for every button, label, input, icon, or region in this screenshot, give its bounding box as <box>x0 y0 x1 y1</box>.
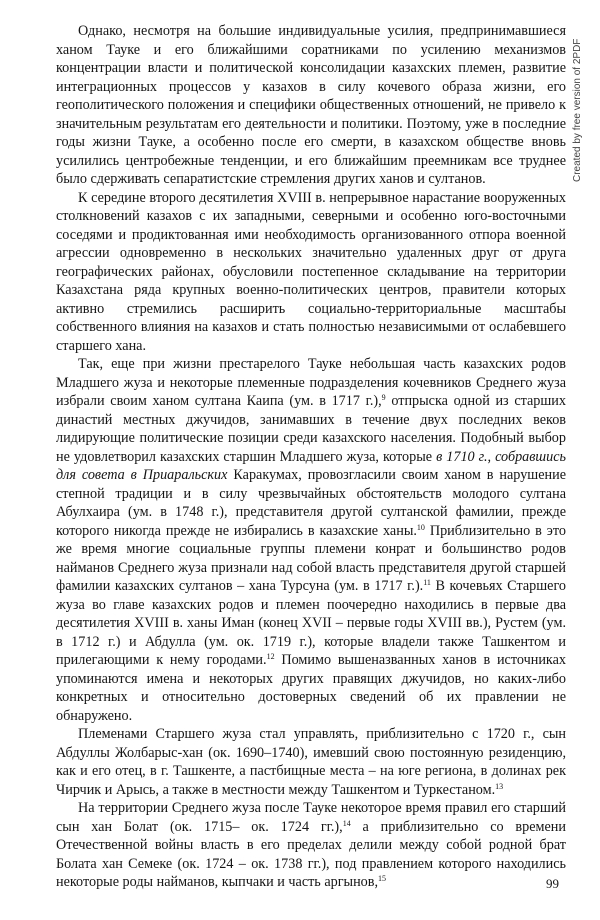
paragraph-text: отпрыска одной из старших династий местных джучидов, занимавших в течение двух последних веков лидирующие политические позиции среди казахского населения. Подобный выбор не удовлетворил казахских старшин Младшего жуза, которые <box>56 393 566 465</box>
paragraph <box>56 355 566 725</box>
paragraph-text: Так, еще при жизни престарелого Тауке небольшая часть казахских родов Младшего жуза и некоторые племенные подразделения кочевников Среднего жуза избрали своим ханом султана Каипа (ум. в 1717 г.), <box>56 356 566 409</box>
body-text <box>56 22 566 892</box>
paragraph <box>56 799 566 892</box>
footnote-ref: 9 <box>381 393 386 402</box>
paragraph-text: В кочевьях Старшего жуза во главе казахских родов и племен поочередно находились в первые два десятилетия XVIII в. ханы Иман (конец XVII – первые годы XVIII вв.), Рустем (ум. в 1712 г.) и Абдулла (ум. ок. 1719 г.), которые владели также Ташкентом и прилегающими к нему городами. <box>56 578 567 668</box>
footnote-ref: 14 <box>342 818 351 828</box>
footnote-ref: 11 <box>423 578 431 587</box>
footnote-ref: 10 <box>416 522 425 532</box>
paragraph-text: К середине второго десятилетия XVIII в. непрерывное нарастание вооруженных столкновений казахов с их западными, северными и особенно юго-восточными соседями и продиктованная ими необходимость организованного отпора военной агрессии одновременно в нескольких значительно удаленных друг от друга географических районах, обусловили постепенное складывание на территории Казахстана ряда крупных военно-политических центров, правители которых активно стремились расширить социально-территориальные масштабы собственного влияния на казахов и стать полностью независимыми от ослабевшего старшего хана. <box>56 189 566 354</box>
italic-text: в 1710 г., собравшись для совета в Приаральских <box>56 448 566 483</box>
paragraph-text: а приблизительно со времени Отечественной войны власть в его пределах делили между собой родной брат Болата хан Семеке (ок. 1724 – ок. 1738 гг.), под правлением которого находились некоторые роды найманов, кыпчаки и часть аргынов, <box>56 818 566 890</box>
paragraph-text: Племенами Старшего жуза стал управлять, приблизительно с 1720 г., сын Абдуллы Жолбарыс-хан (ок. 1690–1740), имевший свою постоянную резиденцию, как и его отец, в г. Ташкенте, а пастбищные места – на юге региона, в долинах рек Чирчик и Арысь, а также в местности между Ташкентом и Туркестаном. <box>56 726 566 798</box>
paragraph-text: Помимо вышеназванных ханов в источниках упоминаются имена и некоторых других правящих джучидов, но каких-либо конкретных и относительно достоверных сведений об их правлении не обнаружено. <box>56 652 566 724</box>
paragraph <box>56 22 566 189</box>
paragraph-text: Однако, несмотря на большие индивидуальные усилия, предпринимавшиеся ханом Тауке и его ближайшими соратниками по усилению механизмов концентрации власти и политической консолидации казахских племен, развитие интеграционных процессов у казахов в силу кочевого образа жизни, его геополитического положения и специфики общественных отношений, не привело к значительным результатам его деятельности и политики. Поэтому, уже в последние годы жизни Тауке, а особенно после его смерти, в казахском обществе вновь усилились центробежные тенденции, и его ближайшим преемникам все труднее было сдерживать сепаратистские стремления других ханов и султанов. <box>56 23 566 187</box>
paragraph-text: Каракумах, провозгласили своим ханом в нарушение степной традиции и в силу чрезвычайных обстоятельств молодого султана Абулхаира (ум. в 1748 г.), представителя другой султанской фамилии, прежде которого никогда прежде не избирались в казахские ханы. <box>56 467 567 539</box>
paragraph-text: На территории Среднего жуза после Тауке некоторое время правил его старший сын хан Болат (ок. 1715– ок. 1724 гг.), <box>56 800 566 835</box>
footnote-ref: 12 <box>266 652 275 661</box>
watermark: Created by free version of 2PDF <box>572 38 583 182</box>
page-number: 99 <box>546 876 559 891</box>
paragraph <box>56 189 566 356</box>
paragraph-text: Приблизительно в это же время многие социальные группы племени конрат и большинство родов найманов Среднего жуза признали над собой власть представителя другой старшей фамилии казахских султанов – хана Турсуна (ум. в 1717 г.). <box>56 522 566 594</box>
footnote-ref: 13 <box>495 781 504 791</box>
paragraph <box>56 725 566 799</box>
footnote-ref: 15 <box>378 874 387 883</box>
